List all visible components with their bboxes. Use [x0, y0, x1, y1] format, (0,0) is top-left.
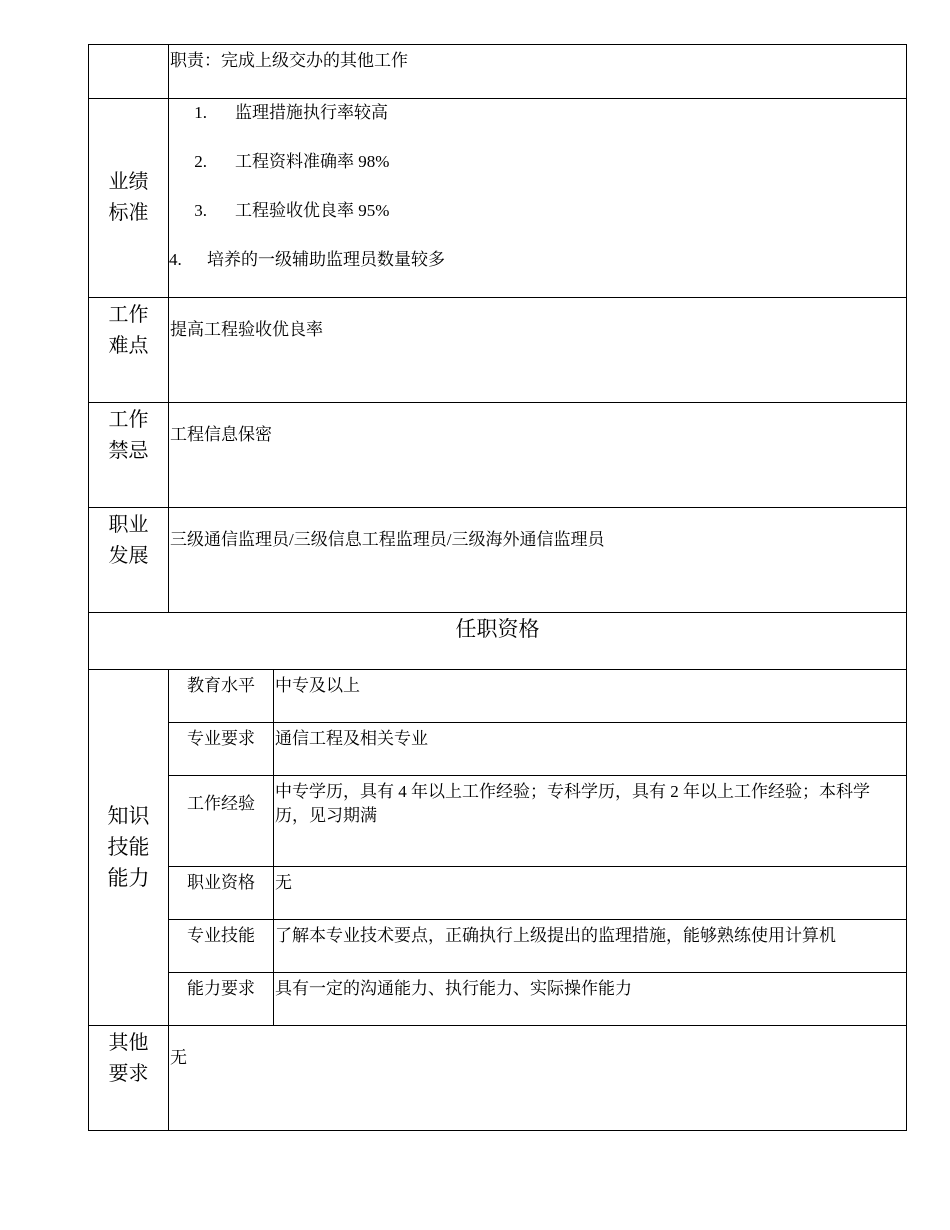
qualification-row — [89, 670, 907, 723]
major-value: 通信工程及相关专业 — [274, 723, 907, 776]
ability-value: 具有一定的沟通能力、执行能力、实际操作能力 — [274, 973, 907, 1026]
performance-label: 业绩标准 — [89, 99, 169, 298]
other-text: 无 — [169, 1026, 907, 1131]
taboo-label: 工作禁忌 — [89, 403, 169, 508]
education-value: 中专及以上 — [274, 670, 907, 723]
career-text: 三级通信监理员/三级信息工程监理员/三级海外通信监理员 — [169, 508, 907, 613]
ability-label: 能力要求 — [169, 973, 274, 1026]
other-row — [89, 1026, 907, 1131]
difficulty-text: 提高工程验收优良率 — [169, 298, 907, 403]
performance-item: 2. 工程资料准确率 98% — [194, 152, 390, 171]
major-label: 专业要求 — [169, 723, 274, 776]
job-description-table — [88, 44, 907, 1131]
qualification-label: 知识技能能力 — [89, 670, 169, 1026]
qualification-row — [89, 723, 907, 776]
performance-item: 3. 工程验收优良率 95% — [194, 201, 390, 220]
career-row — [89, 508, 907, 613]
qualification-title: 任职资格 — [89, 613, 907, 670]
career-label: 职业发展 — [89, 508, 169, 613]
job-description-document — [88, 44, 907, 1131]
duty-row — [89, 45, 907, 99]
difficulty-label: 工作难点 — [89, 298, 169, 403]
qualification-title-row — [89, 613, 907, 670]
education-label: 教育水平 — [169, 670, 274, 723]
performance-row — [89, 99, 907, 298]
duty-text: 职责：完成上级交办的其他工作 — [169, 45, 907, 99]
performance-item: 1. 监理措施执行率较高 — [194, 103, 388, 122]
certification-value: 无 — [274, 867, 907, 920]
performance-item: 4. 培养的一级辅助监理员数量较多 — [169, 250, 445, 269]
certification-label: 职业资格 — [169, 867, 274, 920]
skill-value: 了解本专业技术要点，正确执行上级提出的监理措施，能够熟练使用计算机 — [274, 920, 907, 973]
difficulty-row — [89, 298, 907, 403]
skill-label: 专业技能 — [169, 920, 274, 973]
duty-label-cell — [89, 45, 169, 99]
qualification-row — [89, 776, 907, 867]
qualification-row — [89, 867, 907, 920]
taboo-row — [89, 403, 907, 508]
experience-label: 工作经验 — [169, 776, 274, 867]
other-label: 其他要求 — [89, 1026, 169, 1131]
qualification-row — [89, 920, 907, 973]
qualification-row — [89, 973, 907, 1026]
performance-list — [169, 99, 907, 298]
taboo-text: 工程信息保密 — [169, 403, 907, 508]
experience-value: 中专学历，具有 4 年以上工作经验；专科学历，具有 2 年以上工作经验；本科学历，见习期满 — [274, 776, 907, 867]
